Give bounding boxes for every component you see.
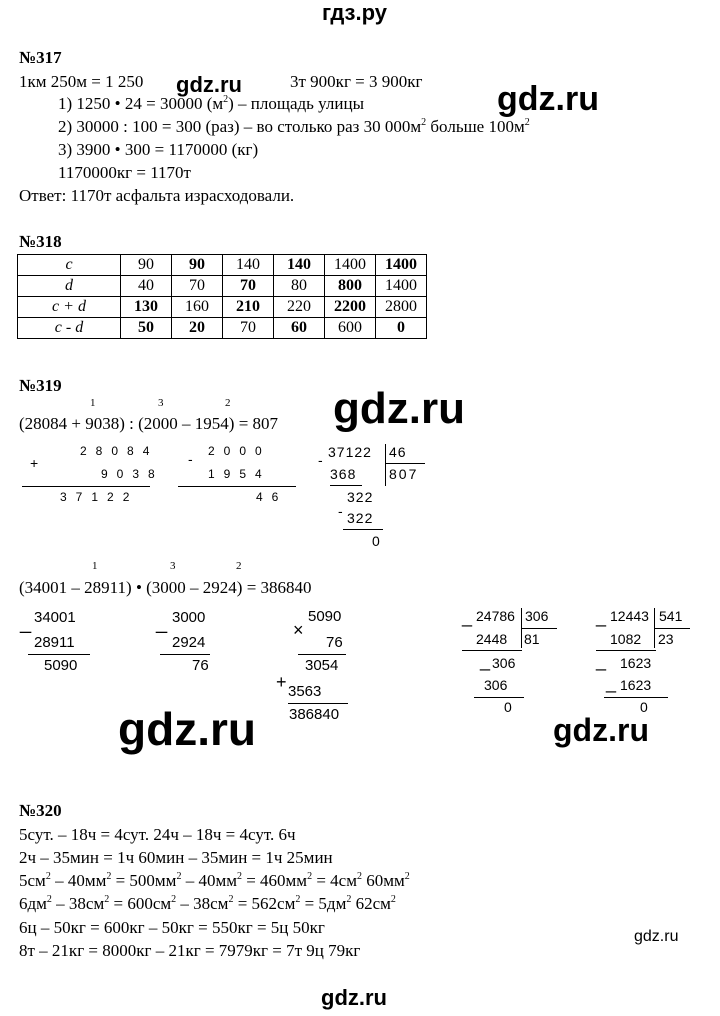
superscript: 2 [45,871,51,882]
values-table [17,254,427,339]
task-317-line: 3) 3900 • 300 = 1170000 (кг) [58,140,259,159]
operand: 1954 [208,467,271,481]
divider-line [22,486,150,487]
remainder: 1623 [620,655,652,671]
table-cell: 70 [172,276,223,297]
operator: - [188,451,193,467]
result: 76 [192,657,209,674]
remainder: 0 [372,533,380,549]
superscript: 2 [171,894,177,905]
text: = 562см [233,894,296,913]
task-317-header: №317 [19,48,62,67]
text: 2) 30000 : 100 = 300 (раз) – во столько раз 30 000м [58,117,422,136]
divider-line [604,697,668,698]
partial-product: 3563 [288,683,322,700]
text: больше 100м [426,117,525,136]
divider-line [28,654,90,655]
result: 46 [256,490,288,504]
site-title[interactable]: гдз.ру [322,0,387,25]
superscript: 2 [356,871,362,882]
text: = 5дм [300,894,347,913]
table-cell: 2800 [376,297,427,318]
table-cell: 130 [121,297,172,318]
table-cell: 210 [223,297,274,318]
superscript: 2 [176,871,182,882]
divider-line [385,463,425,464]
operator: _ [20,612,32,634]
table-cell: 220 [274,297,325,318]
operator: + [276,672,287,692]
divider-line [298,654,346,655]
divider-line [654,628,690,629]
table-cell: 600 [325,318,376,339]
subtrahend: 368 [330,466,357,482]
remainder: 322 [347,489,374,505]
dividend: 37122 [328,444,372,460]
partial-product: 3054 [305,657,339,674]
text: – 40мм [181,871,237,890]
task-317-line: 3т 900кг = 3 900кг [290,72,423,91]
dividend: 12443 [610,608,649,624]
expression: (34001 – 28911) • (3000 – 2924) = 386840 [19,578,312,597]
remainder: 306 [492,655,516,671]
operator: × [293,620,304,640]
table-row [18,276,427,297]
table-cell: 70 [223,276,274,297]
operator: _ [596,651,607,671]
dividend: 24786 [476,608,515,624]
table-cell: 1400 [376,255,427,276]
task-320-line: 2ч – 35мин = 1ч 60мин – 35мин = 1ч 25мин [19,848,333,867]
watermark: gdz.ru [118,703,256,755]
order-number: 1 [90,397,96,409]
divider-line [462,650,522,651]
quotient: 81 [524,631,540,647]
operand: 9038 [101,467,164,481]
text: = 460мм [241,871,308,890]
text: 5см [19,871,46,890]
table-cell: 800 [325,276,376,297]
divider-line [330,485,362,486]
task-317-line: 1170000кг = 1170т [58,163,191,182]
task-317-line [58,117,530,137]
superscript: 2 [295,894,301,905]
text: ) – площадь улицы [228,94,365,113]
order-number: 1 [92,560,98,572]
operand: 3000 [172,609,206,626]
divisor: 46 [389,444,407,460]
task-317-line [58,94,364,114]
quotient: 807 [389,466,419,482]
order-number: 3 [158,397,164,409]
task-318-header: №318 [19,232,62,251]
divider-line [160,654,210,655]
task-319-header: №319 [19,376,62,395]
operator: - [318,452,323,468]
table-cell: 90 [172,255,223,276]
table-row [18,297,427,318]
operand: 76 [326,634,343,651]
watermark: gdz.ru [553,712,649,748]
superscript: 2 [104,894,110,905]
task-320-line: 8т – 21кг = 8000кг – 21кг = 7979кг = 7т 9ц 79кг [19,941,361,960]
operand: 2000 [208,444,271,458]
text: 62см [351,894,391,913]
row-label: c - d [18,318,121,339]
watermark: gdz.ru [497,80,599,118]
superscript: 2 [106,871,112,882]
task-320-line [19,871,410,891]
operator: _ [606,673,617,693]
table-cell: 140 [274,255,325,276]
table-cell: 90 [121,255,172,276]
superscript: 2 [346,894,352,905]
operand: 34001 [34,609,76,626]
table-cell: 0 [376,318,427,339]
operand: 5090 [308,608,342,625]
result: 386840 [289,706,340,723]
task-320-header: №320 [19,801,62,820]
quotient: 23 [658,631,674,647]
remainder: 0 [504,699,512,715]
superscript: 2 [404,871,410,882]
task-317-line: 1км 250м = 1 250 [19,72,144,91]
watermark: gdz.ru [634,928,679,945]
superscript: 2 [421,117,427,128]
text: – 40мм [50,871,107,890]
remainder: 0 [640,699,648,715]
table-cell: 70 [223,318,274,339]
superscript: 2 [228,894,234,905]
row-label: c + d [18,297,121,318]
task-320-line: 5сут. – 18ч = 4сут. 24ч – 18ч = 4сут. 6ч [19,825,296,844]
table-cell: 140 [223,255,274,276]
superscript: 2 [236,871,242,882]
divider-line [385,444,386,486]
divider-line [521,628,557,629]
row-label: d [18,276,121,297]
superscript: 2 [524,117,530,128]
text: 1) 1250 • 24 = 30000 (м [58,94,224,113]
table-cell: 160 [172,297,223,318]
divider-line [288,703,348,704]
table-cell: 20 [172,318,223,339]
order-number: 2 [225,397,231,409]
divisor: 306 [525,608,549,624]
table-cell: 40 [121,276,172,297]
text: = 4см [312,871,357,890]
text: 60мм [361,871,405,890]
expression: (28084 + 9038) : (2000 – 1954) = 807 [19,414,279,433]
task-320-line [19,894,396,914]
divider-line [343,529,383,530]
operand: 28911 [34,634,75,651]
operator: _ [480,651,491,671]
watermark: gdz.ru [333,384,465,433]
table-cell: 1400 [376,276,427,297]
table-row [18,255,427,276]
superscript: 2 [46,894,52,905]
superscript: 2 [307,871,313,882]
table-cell: 60 [274,318,325,339]
text: – 38см [176,894,229,913]
subtrahend: 306 [484,677,508,693]
text: = 500мм [111,871,177,890]
table-row [18,318,427,339]
superscript: 2 [390,894,396,905]
operator: _ [462,607,473,627]
table-cell: 1400 [325,255,376,276]
operator: - [338,503,343,519]
operator: + [30,455,39,471]
subtrahend: 1623 [620,677,652,693]
watermark: gdz.ru [321,985,387,1010]
subtrahend: 322 [347,510,374,526]
operand: 28084 [80,444,159,458]
task-320-line: 6ц – 50кг = 600кг – 50кг = 550кг = 5ц 50кг [19,918,325,937]
superscript: 2 [223,94,229,105]
subtrahend: 1082 [610,631,642,647]
order-number: 3 [170,560,176,572]
divider-line [474,697,524,698]
text: – 38см [51,894,105,913]
table-cell: 50 [121,318,172,339]
divisor: 541 [659,608,683,624]
task-317-answer: Ответ: 1170т асфальта израсходовали. [19,186,295,205]
operator: _ [156,612,168,634]
text: = 600см [109,894,172,913]
operator: _ [596,607,607,627]
order-number: 2 [236,560,242,572]
subtrahend: 2448 [476,631,508,647]
table-cell: 2200 [325,297,376,318]
result: 5090 [44,657,78,674]
watermark: gdz.ru [176,72,242,97]
operand: 2924 [172,634,206,651]
divider-line [178,486,296,487]
text: 6дм [19,894,47,913]
table-cell: 80 [274,276,325,297]
result: 37122 [60,490,139,504]
row-label: c [18,255,121,276]
